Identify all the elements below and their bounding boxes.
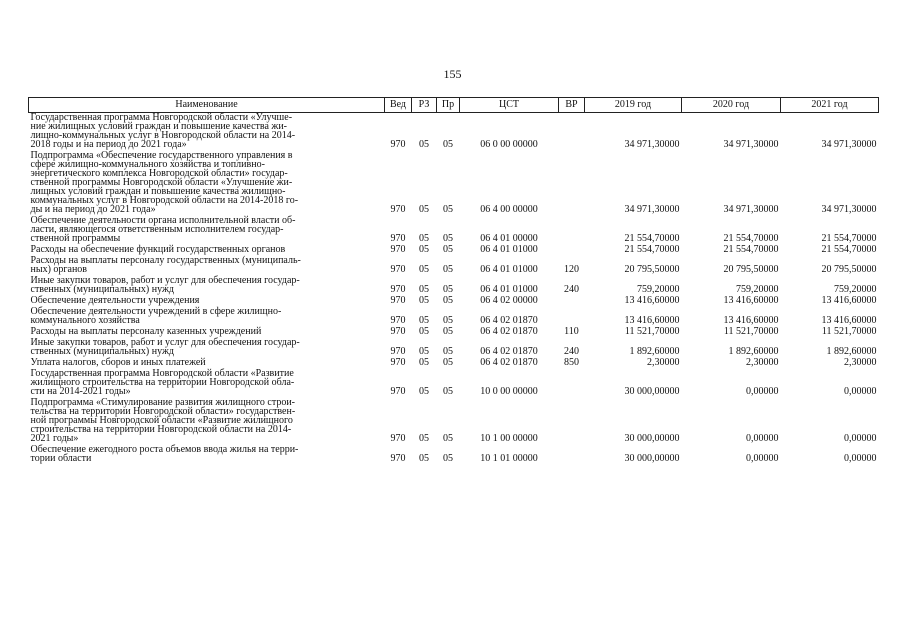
row-2021: 13 416,60000 xyxy=(821,315,877,326)
row-ved: 970 xyxy=(390,453,406,464)
row-2019: 34 971,30000 xyxy=(624,204,680,215)
row-name xyxy=(29,445,385,465)
header-name: Наименование xyxy=(29,98,385,113)
row-2019: 20 795,50000 xyxy=(624,264,680,275)
row-2019: 11 521,70000 xyxy=(624,326,680,337)
row-name-line: Обеспечение деятельности учреждений в сфере жилищно- xyxy=(30,306,282,317)
row-2019: 21 554,70000 xyxy=(624,244,680,255)
row-name-line: ственных (муниципальных) нужд xyxy=(30,346,174,357)
row-2021: 0,00000 xyxy=(844,453,877,464)
header-2020: 2020 год xyxy=(682,98,781,113)
row-cst: 06 4 02 01870 xyxy=(480,346,538,357)
row-name-line: Расходы на выплаты персоналу казенных учреждений xyxy=(30,326,262,337)
row-2020: 21 554,70000 xyxy=(723,233,779,244)
row-pr: 05 xyxy=(443,264,453,275)
row-2020: 0,00000 xyxy=(746,453,779,464)
row-2021: 13 416,60000 xyxy=(821,295,877,306)
row-name-line: ласти, являющегося ответственным исполнителем государ- xyxy=(30,224,284,235)
row-vr xyxy=(559,369,585,398)
row-2021: 34 971,30000 xyxy=(821,139,877,150)
row-2019: 21 554,70000 xyxy=(624,233,680,244)
header-ved: Вед xyxy=(385,98,412,113)
row-cst: 06 4 01 00000 xyxy=(480,233,538,244)
header-pr: Пр xyxy=(437,98,460,113)
row-ved: 970 xyxy=(390,433,406,444)
row-2020: 34 971,30000 xyxy=(723,139,779,150)
row-ved: 970 xyxy=(390,284,406,295)
row-2021: 11 521,70000 xyxy=(821,326,877,337)
row-2021: 21 554,70000 xyxy=(821,233,877,244)
row-2019: 34 971,30000 xyxy=(624,139,680,150)
row-2019: 759,20000 xyxy=(637,284,680,295)
row-name-line: 2018 годы и на период до 2021 года» xyxy=(30,139,187,150)
row-2020: 759,20000 xyxy=(736,284,779,295)
row-name-line: лищно-коммунальных услуг в Новгородской области на 2014- xyxy=(30,130,296,141)
row-2019: 13 416,60000 xyxy=(624,315,680,326)
row-name-line: ственных (муниципальных) нужд xyxy=(30,284,174,295)
row-name-line: ной программы Новгородской области «Развитие жилищного xyxy=(30,415,293,426)
row-2021: 1 892,60000 xyxy=(826,346,877,357)
row-rz: 05 xyxy=(419,244,429,255)
table-row xyxy=(29,307,879,327)
row-name-line: Иные закупки товаров, работ и услуг для обеспечения государ- xyxy=(30,275,300,286)
row-name-line: Подпрограмма «Обеспечение государственного управления в xyxy=(30,150,293,161)
row-name-line: коммунальных услуг в Новгородской области на 2014-2018 го- xyxy=(30,195,299,206)
row-2019: 1 892,60000 xyxy=(629,346,680,357)
row-2020: 34 971,30000 xyxy=(723,204,779,215)
row-name-line: ных) органов xyxy=(30,264,88,275)
row-name xyxy=(29,398,385,445)
row-name-line: тельства на территории Новгородской области» государствен- xyxy=(30,406,296,417)
row-ved: 970 xyxy=(390,346,406,357)
row-rz: 05 xyxy=(419,264,429,275)
row-cst: 06 4 00 00000 xyxy=(480,204,538,215)
row-name-line: Уплата налогов, сборов и иных платежей xyxy=(30,357,206,368)
table-row xyxy=(29,113,879,152)
header-vr: ВР xyxy=(559,98,585,113)
row-pr: 05 xyxy=(443,357,453,368)
row-vr xyxy=(559,445,585,465)
row-vr: 110 xyxy=(564,326,579,337)
row-pr: 05 xyxy=(443,233,453,244)
row-cst: 10 1 01 00000 xyxy=(480,453,538,464)
row-ved: 970 xyxy=(390,315,406,326)
row-pr: 05 xyxy=(443,204,453,215)
row-cst: 10 1 00 00000 xyxy=(480,433,538,444)
row-name xyxy=(29,256,385,276)
row-ved: 970 xyxy=(390,386,406,397)
row-rz: 05 xyxy=(419,453,429,464)
row-2020: 21 554,70000 xyxy=(723,244,779,255)
row-vr xyxy=(559,216,585,245)
row-rz: 05 xyxy=(419,326,429,337)
row-2021: 2,30000 xyxy=(844,357,877,368)
row-2021: 0,00000 xyxy=(844,386,877,397)
row-rz: 05 xyxy=(419,386,429,397)
row-name-line: ственной программы Новгородской области «Улучшение жи- xyxy=(30,177,293,188)
header-cst: ЦСТ xyxy=(460,98,559,113)
row-2021: 34 971,30000 xyxy=(821,204,877,215)
row-name-line: Обеспечение деятельности органа исполнительной власти об- xyxy=(30,215,296,226)
row-2020: 13 416,60000 xyxy=(723,315,779,326)
budget-table xyxy=(28,97,879,465)
row-2020: 0,00000 xyxy=(746,433,779,444)
row-2019: 30 000,00000 xyxy=(624,386,680,397)
row-name-line: тории области xyxy=(30,453,92,464)
row-ved: 970 xyxy=(390,139,406,150)
row-name-line: лищных условий граждан и повышение качества жилищно- xyxy=(30,186,286,197)
row-name-line: сфере жилищно-коммунального хозяйства и топливно- xyxy=(30,159,265,170)
row-name-line: Государственная программа Новгородской области «Развитие xyxy=(30,368,294,379)
row-pr: 05 xyxy=(443,244,453,255)
row-vr xyxy=(559,113,585,152)
row-name xyxy=(29,216,385,245)
row-pr: 05 xyxy=(443,326,453,337)
row-name-line: Государственная программа Новгородской области «Улучше- xyxy=(30,112,293,123)
row-rz: 05 xyxy=(419,204,429,215)
row-2021: 21 554,70000 xyxy=(821,244,877,255)
row-pr: 05 xyxy=(443,453,453,464)
row-name-line: Расходы на выплаты персоналу государственных (муниципаль- xyxy=(30,255,301,266)
row-cst: 10 0 00 00000 xyxy=(480,386,538,397)
row-cst: 06 4 01 01000 xyxy=(480,284,538,295)
row-cst: 06 4 02 00000 xyxy=(480,295,538,306)
row-cst: 06 4 02 01870 xyxy=(480,315,538,326)
table-row xyxy=(29,151,879,216)
row-vr xyxy=(559,296,585,307)
row-name-line: жилищного строительства на территории Новгородской обла- xyxy=(30,377,295,388)
row-vr xyxy=(559,151,585,216)
table-header-row xyxy=(29,98,879,113)
row-rz: 05 xyxy=(419,433,429,444)
table-row xyxy=(29,369,879,398)
row-cst: 06 0 00 00000 xyxy=(480,139,538,150)
row-2019: 30 000,00000 xyxy=(624,453,680,464)
row-name-line: Расходы на обеспечение функций государственных органов xyxy=(30,244,286,255)
row-name-line: строительства на территории Новгородской области на 2014- xyxy=(30,424,292,435)
row-cst: 06 4 02 01870 xyxy=(480,357,538,368)
row-name-line: Подпрограмма «Стимулирование развития жилищного строи- xyxy=(30,397,296,408)
table-row xyxy=(29,398,879,445)
row-cst: 06 4 02 01870 xyxy=(480,326,538,337)
row-2020: 13 416,60000 xyxy=(723,295,779,306)
header-2019: 2019 год xyxy=(585,98,682,113)
row-rz: 05 xyxy=(419,233,429,244)
row-rz: 05 xyxy=(419,139,429,150)
row-name xyxy=(29,307,385,327)
row-name-line: энергетического комплекса Новгородской области» государ- xyxy=(30,168,288,179)
row-pr: 05 xyxy=(443,315,453,326)
header-rz: РЗ xyxy=(412,98,437,113)
row-name-line: ние жилищных условий граждан и повышение качества жи- xyxy=(30,121,288,132)
row-vr xyxy=(559,398,585,445)
row-name-line: коммунального хозяйства xyxy=(30,315,140,326)
row-pr: 05 xyxy=(443,284,453,295)
table-row xyxy=(29,338,879,358)
row-2019: 13 416,60000 xyxy=(624,295,680,306)
row-rz: 05 xyxy=(419,346,429,357)
row-2020: 0,00000 xyxy=(746,386,779,397)
row-vr: 120 xyxy=(564,264,579,275)
row-ved: 970 xyxy=(390,295,406,306)
row-name-line: Иные закупки товаров, работ и услуг для обеспечения государ- xyxy=(30,337,300,348)
row-2020: 20 795,50000 xyxy=(723,264,779,275)
row-name xyxy=(29,276,385,296)
row-2020: 2,30000 xyxy=(746,357,779,368)
row-pr: 05 xyxy=(443,386,453,397)
row-rz: 05 xyxy=(419,284,429,295)
row-2021: 20 795,50000 xyxy=(821,264,877,275)
row-ved: 970 xyxy=(390,244,406,255)
row-name xyxy=(29,151,385,216)
row-pr: 05 xyxy=(443,433,453,444)
row-2019: 30 000,00000 xyxy=(624,433,680,444)
row-ved: 970 xyxy=(390,264,406,275)
row-name xyxy=(29,369,385,398)
row-pr: 05 xyxy=(443,346,453,357)
row-ved: 970 xyxy=(390,357,406,368)
row-2021: 0,00000 xyxy=(844,433,877,444)
row-name-line: ственной программы xyxy=(30,233,121,244)
row-name xyxy=(29,338,385,358)
row-rz: 05 xyxy=(419,315,429,326)
table-body xyxy=(29,113,879,466)
row-pr: 05 xyxy=(443,295,453,306)
row-pr: 05 xyxy=(443,139,453,150)
page-number: 155 xyxy=(443,67,462,81)
table-row xyxy=(29,445,879,465)
row-rz: 05 xyxy=(419,295,429,306)
row-vr xyxy=(559,307,585,327)
row-ved: 970 xyxy=(390,326,406,337)
row-name-line: сти на 2014-2021 годы» xyxy=(30,386,131,397)
row-cst: 06 4 01 01000 xyxy=(480,244,538,255)
header-2021: 2021 год xyxy=(781,98,879,113)
row-rz: 05 xyxy=(419,357,429,368)
table-row xyxy=(29,216,879,245)
row-cst: 06 4 01 01000 xyxy=(480,264,538,275)
row-vr: 240 xyxy=(564,284,579,295)
row-name-line: Обеспечение ежегодного роста объемов ввода жилья на терри- xyxy=(30,444,299,455)
row-vr: 240 xyxy=(564,346,579,357)
table-row xyxy=(29,276,879,296)
row-name-line: Обеспечение деятельности учреждения xyxy=(30,295,200,306)
row-ved: 970 xyxy=(390,233,406,244)
row-name-line: 2021 годы» xyxy=(30,433,79,444)
row-2020: 1 892,60000 xyxy=(728,346,779,357)
row-vr: 850 xyxy=(564,357,579,368)
row-ved: 970 xyxy=(390,204,406,215)
row-name xyxy=(29,113,385,152)
table-row xyxy=(29,256,879,276)
row-vr xyxy=(559,245,585,256)
row-name-line: ды и на период до 2021 года» xyxy=(30,204,156,215)
row-2020: 11 521,70000 xyxy=(723,326,779,337)
row-2021: 759,20000 xyxy=(834,284,877,295)
row-2019: 2,30000 xyxy=(647,357,680,368)
